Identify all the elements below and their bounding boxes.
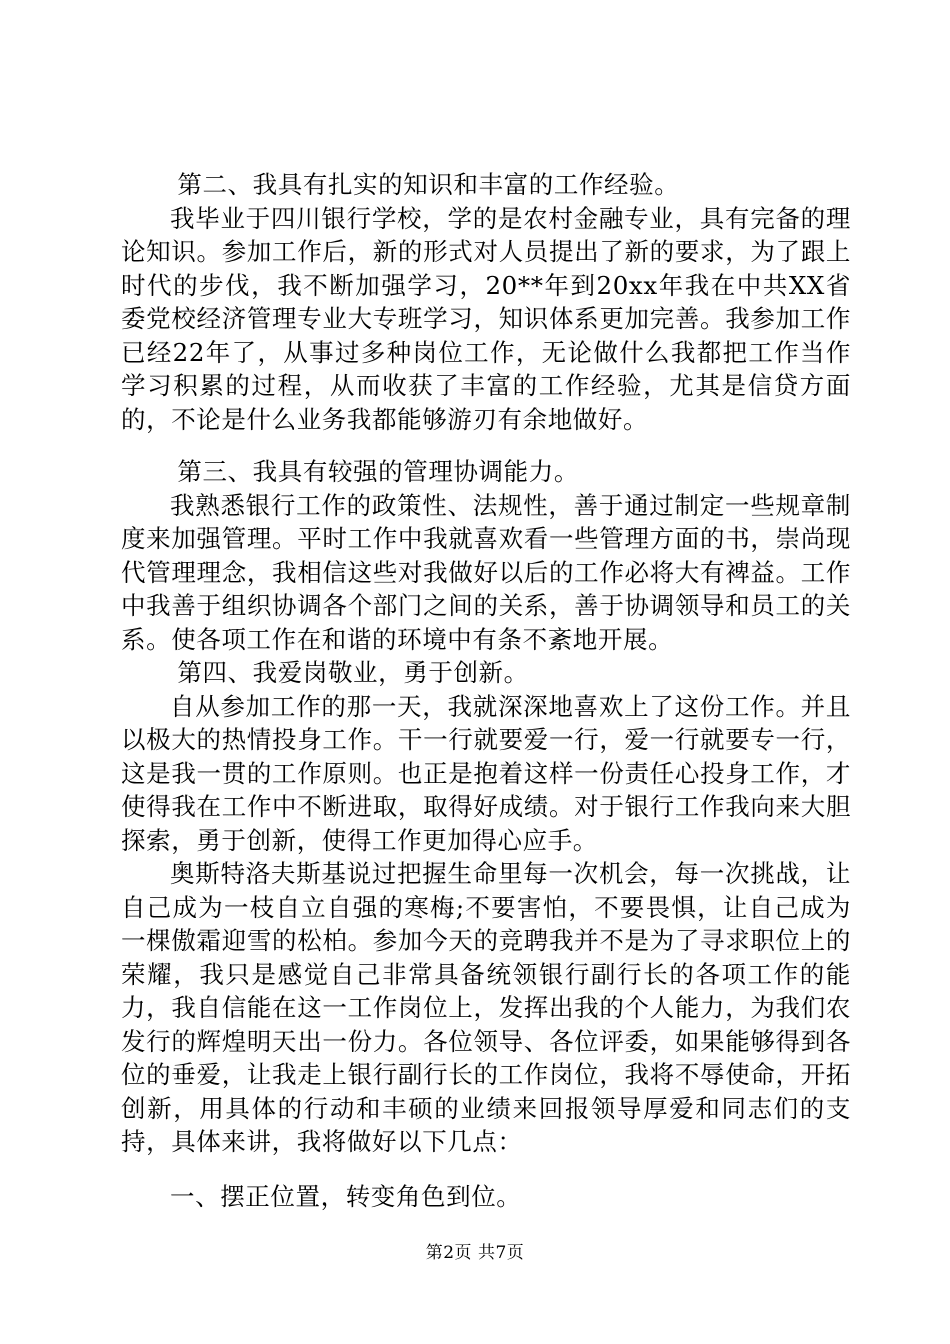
section-heading-2: 第二、我具有扎实的知识和丰富的工作经验。: [177, 170, 680, 199]
body-paragraph: 我熟悉银行工作的政策性、法规性，善于通过制定一些规章制度来加强管理。平时工作中我就喜欢看一些管理方面的书，崇尚现代管理理念，我相信这些对我做好以后的工作必将大有裨益。工作中我善于组织协调各个部门之间的关系，善于协调领导和员工的关系。使各项工作在和谐的环境中有条不紊地开展。: [121, 490, 851, 654]
document-body: [121, 168, 851, 1213]
body-paragraph: 奥斯特洛夫斯基说过把握生命里每一次机会，每一次挑战，让自己成为一枝自立自强的寒梅;不要害怕，不要畏惧，让自己成为一棵傲霜迎雪的松柏。参加今天的竞聘我并不是为了寻求职位上的荣耀，我只是感觉自己非常具备统领银行副行长的各项工作的能力，我自信能在这一工作岗位上，发挥出我的个人能力，为我们农发行的辉煌明天出一份力。各位领导、各位评委，如果能够得到各位的垂爱，让我走上银行副行长的工作岗位，我将不辱使命，开拓创新，用具体的行动和丰硕的业绩来回报领导厚爱和同志们的支持，具体来讲，我将做好以下几点：: [121, 859, 851, 1156]
section-heading-4: 第四、我爱岗敬业，勇于创新。: [177, 658, 529, 687]
body-paragraph: 自从参加工作的那一天，我就深深地喜欢上了这份工作。并且以极大的热情投身工作。干一行就要爱一行，爱一行就要专一行，这是我一贯的工作原则。也正是抱着这样一份责任心投身工作，才使得我在工作中不断进取，取得好成绩。对于银行工作我向来大胆探索，勇于创新，使得工作更加得心应手。: [121, 691, 851, 855]
point-heading-1: 一、摆正位置，转变角色到位。: [170, 1181, 522, 1211]
body-paragraph: 我毕业于四川银行学校，学的是农村金融专业，具有完备的理论知识。参加工作后，新的形式对人员提出了新的要求，为了跟上时代的步伐，我不断加强学习，20**年到20xx年我在中共XX省委党校经济管理专业大专班学习，知识体系更加完善。我参加工作已经22年了，从事过多种岗位工作，无论做什么我都把工作当作学习积累的过程，从而收获了丰富的工作经验，尤其是信贷方面的，不论是什么业务我都能够游刃有余地做好。: [121, 203, 851, 434]
page-number-footer: 第2页 共7页: [425, 1243, 525, 1263]
section-heading-3: 第三、我具有较强的管理协调能力。: [177, 457, 579, 486]
